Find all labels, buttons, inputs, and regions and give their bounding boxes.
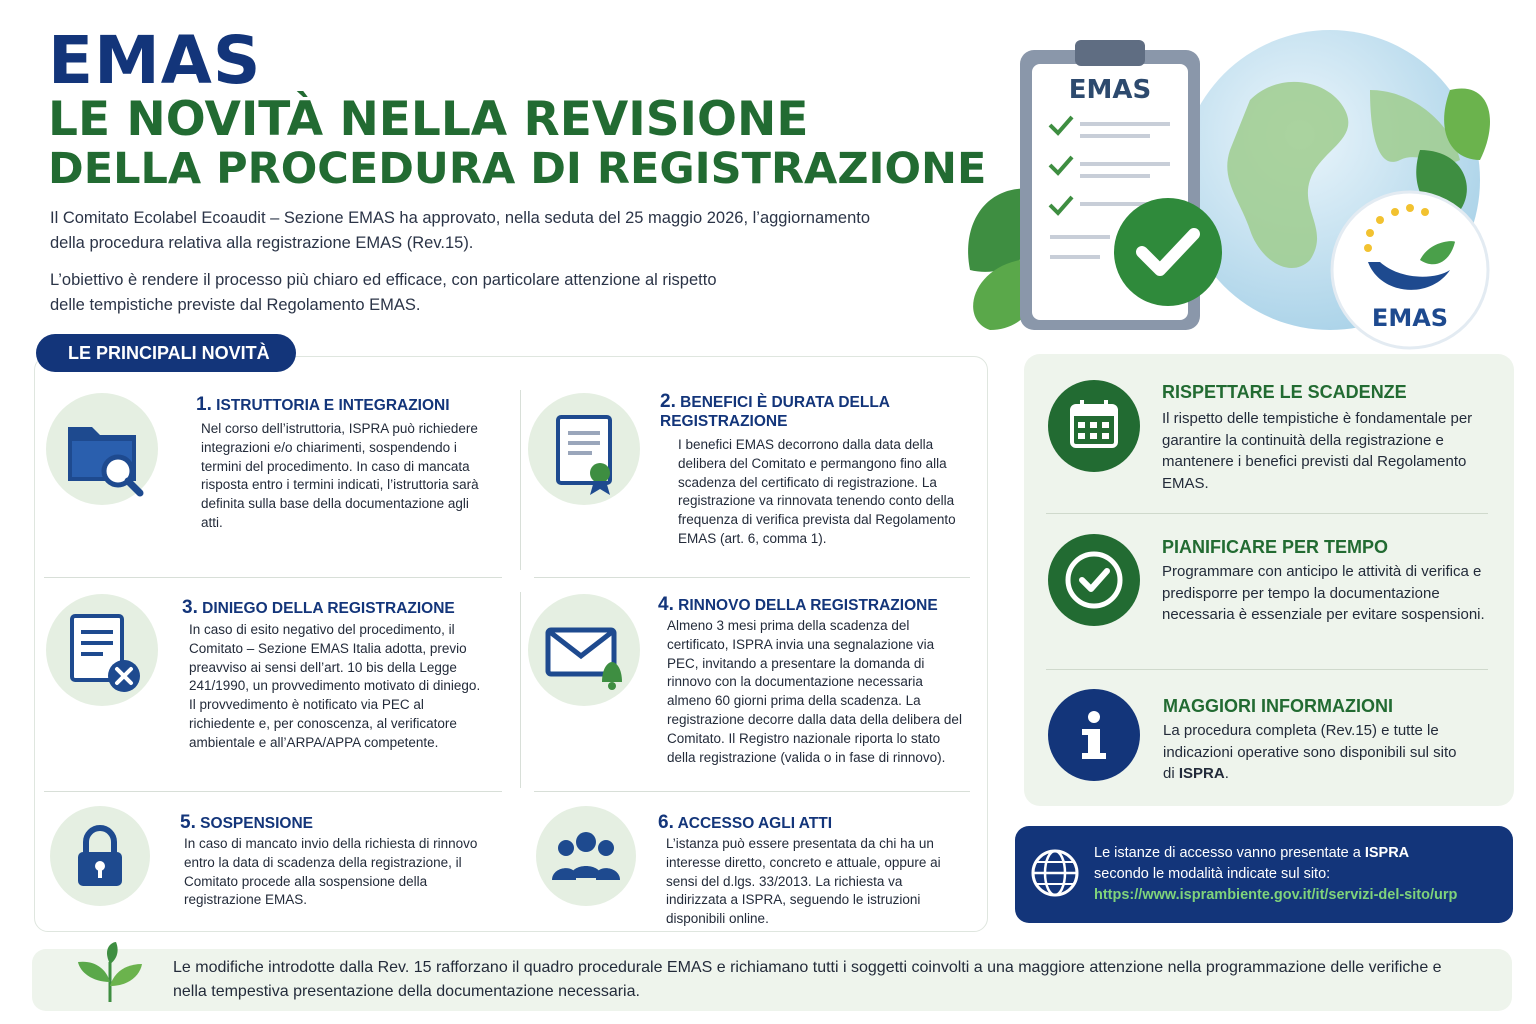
people-icon: [536, 806, 636, 906]
emas-logo: [1332, 192, 1488, 348]
info-icon: [1048, 689, 1140, 781]
item-title: 2. BENEFICI È DURATA DELLA REGISTRAZIONE: [660, 391, 890, 430]
section-label: LE PRINCIPALI NOVITÀ: [36, 334, 296, 372]
tip-title: MAGGIORI INFORMAZIONI: [1163, 696, 1393, 716]
item-body: In caso di mancato invio della richiesta di rinnovo entro la data di scadenza della registrazione, il Comitato procede alla sospensione della registrazione EMAS.: [184, 836, 478, 908]
page-title: EMAS: [48, 22, 262, 99]
item-body: I benefici EMAS decorrono dalla data della delibera del Comitato e permangono fino alla scadenza del certificato di registrazione. La registrazione va rinnovata tenendo conto della frequenza di verifica prevista dal Regolamento EMAS (art. 6, comma 1).: [678, 437, 956, 546]
item-body: L’istanza può essere presentata da chi ha un interesse diretto, concreto e attuale, oppure ai sensi del d.lgs. 33/2013. La richiesta va indirizzata a ISPRA, seguendo le istruzioni disponibili online.: [666, 836, 941, 927]
divider: [44, 577, 502, 578]
page-subtitle-line2: DELLA PROCEDURA DI REGISTRAZIONE: [48, 144, 987, 194]
item-title: 3. DINIEGO DELLA REGISTRAZIONE: [182, 597, 455, 618]
document-reject-icon: [46, 594, 158, 706]
folder-search-icon: [46, 393, 158, 505]
check-badge-icon: [1114, 198, 1222, 306]
divider: [520, 390, 521, 570]
ispra-url-link[interactable]: https://www.isprambiente.gov.it/it/servizi-del-sito/urp: [1094, 887, 1458, 903]
access-info-text: Le istanze di accesso vanno presentate a ISPRA secondo le modalità indicate sul sito: https://www.isprambiente.gov.it/it/servizi-del-sito/urp: [1094, 843, 1457, 906]
divider: [520, 592, 521, 788]
intro-paragraph-2: L’obiettivo è rendere il processo più chiaro ed efficace, con particolare attenzione al rispetto delle tempistiche previste dal Regolamento EMAS.: [50, 271, 717, 314]
item-body: Almeno 3 mesi prima della scadenza del certificato, ISPRA invia una segnalazione via PEC, invitando a presentare la domanda di rinnovo con la documentazione necessaria almeno 60 giorni prima della scadenza. La registrazione decorre dalla data della delibera del Comitato. Il Registro nazionale riporta lo stato della registrazione (valida o in fase di rinnovo).: [667, 618, 962, 765]
tip-title: PIANIFICARE PER TEMPO: [1162, 537, 1389, 557]
divider: [534, 791, 970, 792]
ispra-link[interactable]: ISPRA: [1178, 765, 1225, 782]
calendar-icon: [1048, 380, 1140, 472]
footer-text: Le modifiche introdotte dalla Rev. 15 rafforzano il quadro procedurale EMAS e richiamano tutti i soggetti coinvolti a una maggiore attenzione nella programmazione delle verifiche e nella tempestiva presentazione della documentazione necessaria.: [173, 959, 1442, 1000]
lock-icon: [50, 806, 150, 906]
intro-paragraph-1: Il Comitato Ecolabel Ecoaudit – Sezione EMAS ha approvato, nella seduta del 25 maggio 2026, l’aggiornamento della procedura relativa alla registrazione EMAS (Rev.15).: [50, 209, 871, 252]
item-title: 6. ACCESSO AGLI ATTI: [658, 812, 833, 833]
clipboard-label: EMAS: [1068, 75, 1152, 105]
page-subtitle-line1: LE NOVITÀ NELLA REVISIONE: [48, 92, 809, 147]
divider: [534, 577, 970, 578]
tip-title: RISPETTARE LE SCADENZE: [1162, 382, 1407, 402]
divider: [1046, 669, 1488, 670]
tip-body: La procedura completa (Rev.15) e tutte le indicazioni operative sono disponibili sul sito di ISPRA.: [1163, 722, 1457, 782]
certificate-icon: [528, 393, 640, 505]
check-circle-icon: [1048, 534, 1140, 626]
tip-body: Programmare con anticipo le attività di verifica e predisporre per tempo la documentazione necessaria è essenziale per evitare sospensioni.: [1162, 563, 1485, 623]
globe-icon: [1028, 846, 1082, 900]
hero-illustration: [950, 30, 1510, 360]
leaf-icon: [72, 942, 148, 1004]
item-body: Nel corso dell’istruttoria, ISPRA può richiedere integrazioni e/o chiarimenti, sospendendo i termini del procedimento. In caso di mancata risposta entro i termini indicati, l’istruttoria sarà definita sulla base della documentazione agli atti.: [201, 421, 479, 530]
mail-bell-icon: [528, 594, 640, 706]
emas-logo-label: EMAS: [1371, 304, 1449, 332]
tip-body: Il rispetto delle tempistiche è fondamentale per garantire la continuità della registrazione e mantenere i benefici previsti dal Regolamento EMAS.: [1162, 410, 1473, 492]
divider: [1046, 513, 1488, 514]
item-title: 4. RINNOVO DELLA REGISTRAZIONE: [658, 594, 938, 615]
item-title: 5. SOSPENSIONE: [180, 812, 314, 833]
item-body: In caso di esito negativo del procedimento, il Comitato – Sezione EMAS Italia adotta, previo preavviso ai sensi dell’art. 10 bis della Legge 241/1990, un provvedimento motivato di diniego. Il provvedimento è notificato via PEC al richiedente e, per conoscenza, al verificatore ambientale e all’ARPA/APPA competente.: [189, 622, 481, 750]
item-title: 1. ISTRUTTORIA E INTEGRAZIONI: [196, 394, 450, 415]
divider: [44, 791, 502, 792]
